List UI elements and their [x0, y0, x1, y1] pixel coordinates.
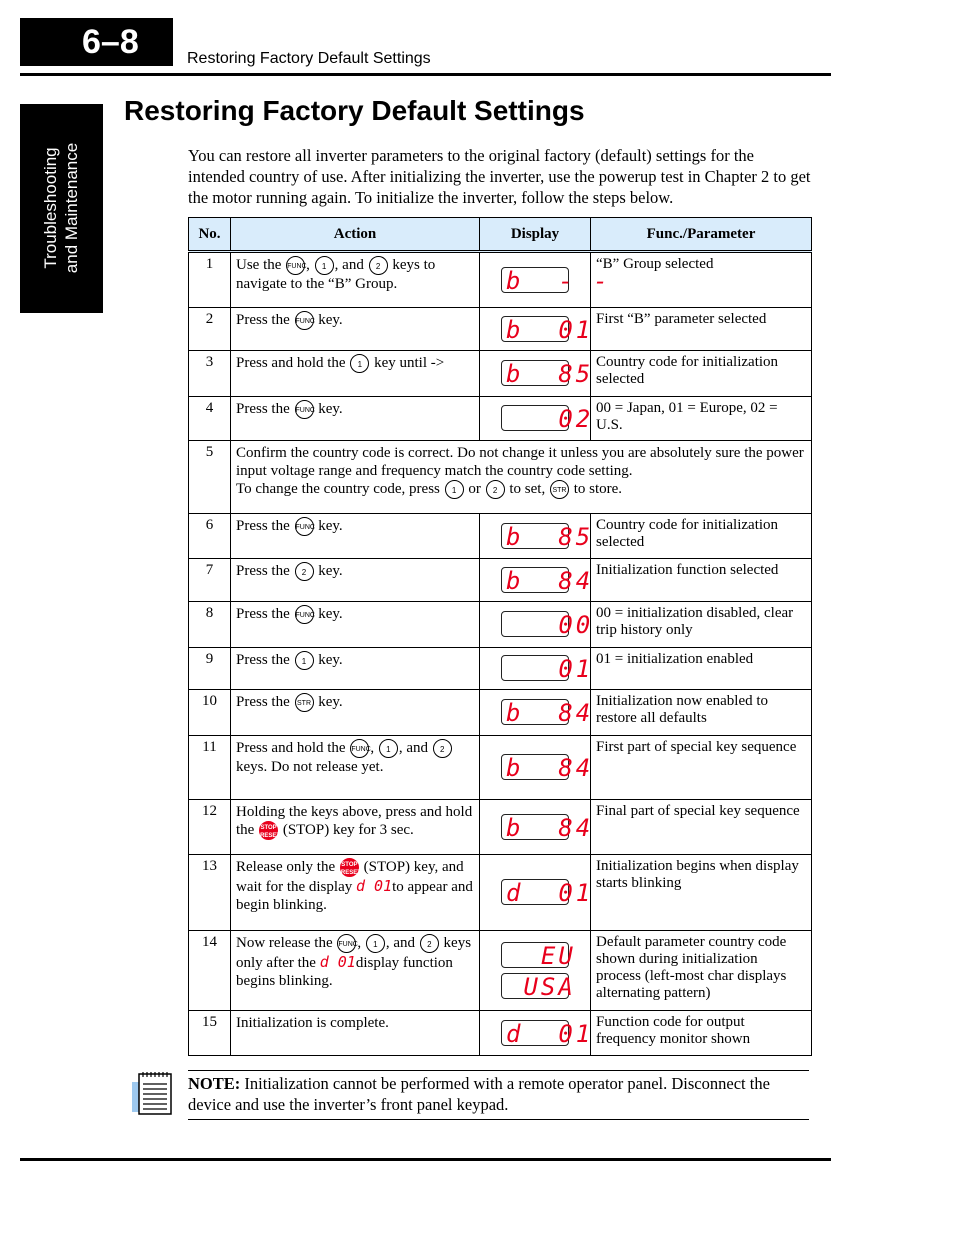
table-row — [189, 514, 812, 559]
action-text: key. — [314, 312, 343, 328]
action-text: key until -> — [370, 355, 445, 371]
step-number: 12 — [189, 800, 231, 855]
down-key-icon: 2 — [433, 739, 452, 758]
action-text: Press and hold the — [236, 740, 350, 756]
action-text: keys. Do not release yet. — [236, 759, 384, 776]
header-action: Action — [231, 218, 480, 252]
led-display-readout: b 84 — [501, 567, 569, 593]
action-text: key. — [314, 606, 343, 622]
step-number: 2 — [189, 308, 231, 351]
action-text: (STOP) key for 3 sec. — [279, 822, 414, 838]
up-key-icon: 1 — [350, 354, 369, 373]
table-row — [189, 252, 812, 308]
action-text: To change the country code, press — [236, 481, 444, 497]
step-number: 11 — [189, 736, 231, 800]
down-key-icon: 2 — [369, 256, 388, 275]
side-tab-line-2: and Maintenance — [62, 142, 81, 274]
action-text: key. — [314, 563, 343, 579]
note-rule-bottom — [188, 1119, 809, 1120]
step-display — [480, 690, 594, 736]
action-text: Press and hold the — [236, 355, 350, 371]
func-key-icon: FUNC — [286, 256, 305, 275]
step-number: 6 — [189, 514, 231, 559]
table-row — [189, 855, 812, 931]
led-display-readout: EU — [501, 942, 569, 968]
table-header-row — [189, 218, 812, 252]
step-action — [231, 252, 480, 308]
stop-reset-key-icon: STOP RESET — [340, 858, 359, 877]
inline-display-readout: d 01 — [355, 877, 393, 896]
led-display-readout: 00 — [501, 611, 569, 637]
step-action — [231, 441, 812, 514]
step-number: 5 — [189, 441, 231, 514]
running-title: Restoring Factory Default Settings — [187, 50, 431, 67]
step-parameter: Initialization function selected — [591, 559, 812, 602]
step-action — [231, 1011, 480, 1056]
step-parameter: 00 = initialization disabled, clear trip history only — [591, 602, 812, 648]
table-row — [189, 1011, 812, 1056]
table-row — [189, 441, 812, 514]
up-key-icon: 1 — [295, 651, 314, 670]
step-action — [231, 351, 480, 397]
action-text: Release only the — [236, 859, 339, 875]
step-display — [480, 351, 594, 397]
action-text: to appear and begin blinking. — [236, 879, 473, 914]
table-row — [189, 931, 812, 1011]
inline-display-readout: d 01 — [319, 953, 356, 972]
func-key-icon: FUNC — [295, 400, 314, 419]
step-action — [231, 559, 480, 602]
table-row — [189, 690, 812, 736]
up-key-icon: 1 — [315, 256, 334, 275]
action-text: , — [306, 257, 314, 273]
action-text: display function begins blinking. — [236, 955, 453, 990]
action-text: (STOP) key, and wait for the display — [236, 859, 464, 896]
note-paragraph — [188, 1073, 813, 1115]
footer-rule — [20, 1158, 831, 1161]
step-number: 1 — [189, 252, 231, 308]
action-text: Press the — [236, 563, 294, 579]
step-number: 3 — [189, 351, 231, 397]
header-display: Display — [480, 218, 591, 252]
step-display — [480, 602, 594, 648]
step-display — [480, 931, 591, 1011]
note-rule-top — [188, 1070, 809, 1071]
step-display — [480, 1011, 594, 1056]
step-display — [480, 559, 594, 602]
led-display-readout: USA — [501, 973, 569, 999]
action-text: , and — [334, 257, 368, 273]
action-text: keys only after the — [236, 935, 472, 972]
step-display — [480, 800, 594, 855]
func-key-icon: FUNC — [350, 739, 369, 758]
step-parameter: Country code for initialization selected — [591, 351, 812, 397]
down-key-icon: 2 — [486, 480, 505, 499]
table-row — [189, 602, 812, 648]
side-tab-line-1: Troubleshooting — [41, 147, 60, 269]
step-parameter: Country code for initialization selected — [591, 514, 812, 559]
step-action — [231, 800, 480, 855]
action-text: key. — [314, 518, 343, 534]
down-key-icon: 2 — [420, 934, 439, 953]
step-number: 13 — [189, 855, 231, 931]
note-text: Initialization cannot be performed with a remote operator panel. Disconnect the device and use the inverter’s front panel keypad. — [188, 1074, 770, 1114]
step-number: 14 — [189, 931, 231, 1011]
step-parameter: Final part of special key sequence — [591, 800, 812, 855]
step-number: 10 — [189, 690, 231, 736]
step-action — [231, 690, 480, 736]
step-display — [480, 252, 611, 308]
step-display — [480, 397, 594, 441]
table-body — [189, 252, 812, 1056]
up-key-icon: 1 — [379, 739, 398, 758]
step-display — [480, 736, 594, 800]
step-action — [231, 308, 480, 351]
store-key-icon: STR — [295, 693, 314, 712]
step-action — [231, 648, 480, 690]
action-text: keys to navigate to the “B” Group. — [236, 257, 436, 293]
section-title: Restoring Factory Default Settings — [124, 95, 585, 126]
intro-paragraph: You can restore all inverter parameters to the original factory (default) settings for the intended country of use. After initializing the inverter, use the powerup test in Chapter 2 to get the motor running again. To initialize the inverter, follow the steps below. — [188, 146, 811, 207]
step-action — [231, 514, 480, 559]
led-display-readout: d 01 — [501, 1020, 569, 1046]
step-number: 8 — [189, 602, 231, 648]
step-parameter: “B” Group selected — [591, 252, 812, 308]
action-text: to store. — [569, 481, 623, 497]
header-no: No. — [189, 218, 231, 252]
led-display-readout: b 85 — [501, 360, 569, 386]
step-parameter: Initialization begins when display starts blinking — [591, 855, 812, 931]
stop-reset-key-icon: STOP RESET — [259, 821, 278, 840]
step-parameter: 00 = Japan, 01 = Europe, 02 = U.S. — [591, 397, 812, 441]
step-parameter: First “B” parameter selected — [591, 308, 812, 351]
action-text: or — [464, 481, 485, 497]
step-number: 9 — [189, 648, 231, 690]
step-number: 15 — [189, 1011, 231, 1056]
action-text: Now release the — [236, 935, 337, 951]
action-text: Initialization is complete. — [236, 1015, 389, 1031]
step-parameter: Function code for output frequency monitor shown — [591, 1011, 812, 1056]
action-text: Press the — [236, 518, 294, 534]
step-action — [231, 855, 480, 931]
page-number: 6–8 — [20, 18, 173, 66]
action-text: Use the — [236, 257, 286, 273]
action-text: , — [357, 935, 365, 951]
table-row — [189, 351, 812, 397]
table-row — [189, 559, 812, 602]
procedure-table — [188, 217, 812, 1056]
table-row — [189, 308, 812, 351]
store-key-icon: STR — [550, 480, 569, 499]
action-text: , and — [398, 740, 432, 756]
step-parameter: 01 = initialization enabled — [591, 648, 812, 690]
action-text: Press the — [236, 606, 294, 622]
func-key-icon: FUNC — [295, 605, 314, 624]
step-number: 7 — [189, 559, 231, 602]
led-display-readout: b 01 — [501, 316, 569, 342]
action-text: Press the — [236, 694, 294, 710]
func-key-icon: FUNC — [337, 934, 356, 953]
led-display-readout: b 84 — [501, 699, 569, 725]
header-func-parameter: Func./Parameter — [591, 218, 812, 252]
up-key-icon: 1 — [366, 934, 385, 953]
led-display-readout: b - - — [501, 267, 569, 293]
note-label: NOTE: — [188, 1074, 241, 1093]
action-text: key. — [314, 694, 343, 710]
step-parameter: Initialization now enabled to restore all defaults — [591, 690, 812, 736]
action-text: Holding the keys above, press and hold the — [236, 804, 473, 838]
action-text: Confirm the country code is correct. Do not change it unless you are absolutely sure the power input voltage range and frequency match the country code setting. — [236, 445, 804, 479]
step-display — [480, 648, 594, 690]
led-display-readout: 02 — [501, 405, 569, 431]
notepad-icon — [131, 1070, 173, 1116]
action-text: to set, — [505, 481, 549, 497]
action-text: Press the — [236, 312, 294, 328]
led-display-readout: b 84 — [501, 754, 569, 780]
action-text: Press the — [236, 401, 294, 417]
up-key-icon: 1 — [445, 480, 464, 499]
step-action — [231, 931, 480, 1011]
func-key-icon: FUNC — [295, 517, 314, 536]
step-action — [231, 736, 480, 800]
table-row — [189, 736, 812, 800]
step-action — [231, 602, 480, 648]
func-key-icon: FUNC — [295, 311, 314, 330]
table-row — [189, 800, 812, 855]
step-parameter: First part of special key sequence — [591, 736, 812, 800]
led-display-readout: b 85 — [501, 523, 569, 549]
side-tab-label — [40, 143, 82, 273]
action-text: key. — [314, 401, 343, 417]
led-display-readout: b 84 — [501, 814, 569, 840]
step-number: 4 — [189, 397, 231, 441]
led-display-readout: d 01 — [501, 879, 569, 905]
header-rule — [20, 73, 831, 76]
action-text: key. — [314, 652, 343, 668]
action-text: , and — [385, 935, 419, 951]
table-row — [189, 648, 812, 690]
table-row — [189, 397, 812, 441]
action-text: Press the — [236, 652, 294, 668]
step-display — [480, 308, 594, 351]
down-key-icon: 2 — [295, 562, 314, 581]
step-action — [231, 397, 480, 441]
step-parameter: Default parameter country code shown during initialization process (left-most char displays alternating pattern) — [591, 931, 812, 1011]
step-display — [480, 855, 594, 931]
led-display-readout: 01 — [501, 655, 569, 681]
step-display — [480, 514, 594, 559]
action-text: , — [370, 740, 378, 756]
